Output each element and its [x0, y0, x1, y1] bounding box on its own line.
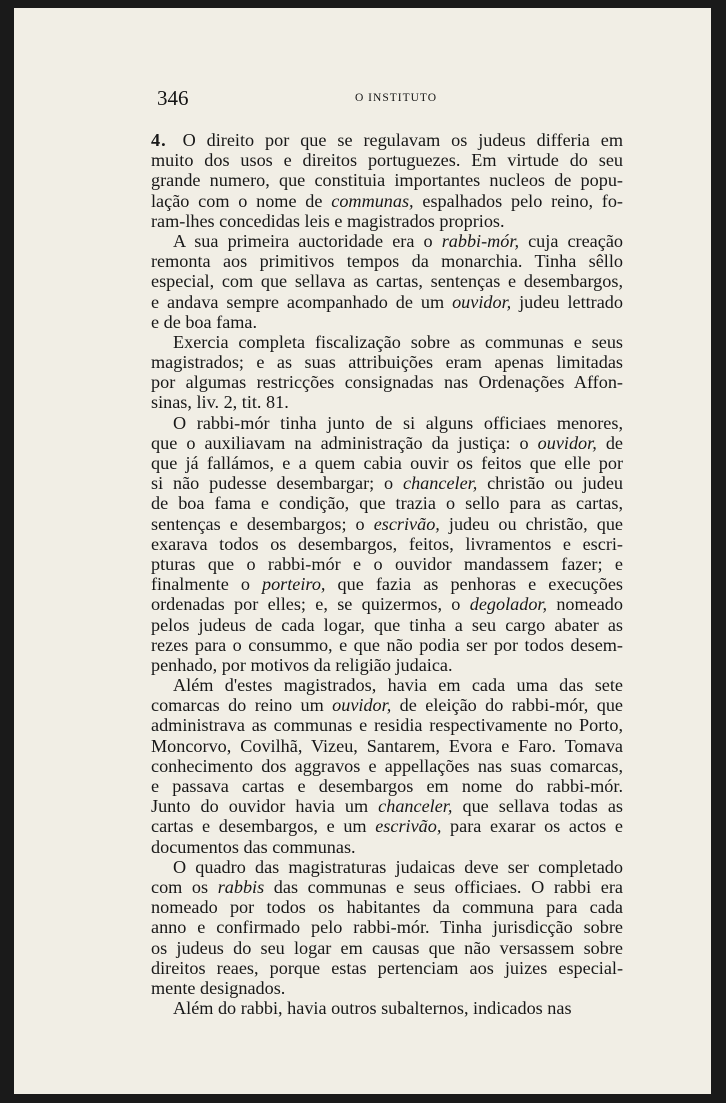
text-line: [151, 655, 623, 675]
text-line: [151, 453, 623, 473]
text-run: judeu ou christão, que: [439, 513, 623, 534]
text-line: [151, 473, 623, 493]
text-run: christão ou judeu: [477, 473, 624, 494]
italic-term: porteiro,: [261, 574, 326, 595]
text-run: anno e confirmado pelo rabbi-mór. Tinha jurisdicção sobre: [151, 917, 623, 938]
text-run: nomeado por todos os habitantes da communa para cada: [151, 897, 623, 918]
text-run: muito dos usos e direitos portuguezes. Em virtude do seu: [151, 150, 623, 171]
text-run: grande numero, que constituia importantes nucleos de popu-: [151, 170, 623, 191]
text-line: [151, 130, 623, 150]
text-run: documentos das communas.: [151, 836, 356, 857]
text-run: de boa fama e condição, que trazia o sello para as cartas,: [151, 493, 623, 514]
text-run: penhado, por motivos da religião judaica.: [151, 654, 453, 675]
text-run: pturas que o rabbi-mór e o ouvidor mandassem fazer; e: [151, 553, 623, 574]
text-line: [151, 574, 623, 594]
text-run: sinas, liv. 2, tit. 81.: [151, 392, 289, 413]
text-run: O quadro das magistraturas judaicas deve ser completado: [173, 856, 623, 877]
text-run: finalmente o: [151, 574, 262, 595]
text-run: remonta aos primitivos tempos da monarchia. Tinha sêllo: [151, 251, 623, 272]
text-line: [151, 816, 623, 836]
italic-term: ouvidor,: [452, 291, 512, 312]
text-line: [151, 857, 623, 877]
text-line: [151, 433, 623, 453]
text-line: [151, 191, 623, 211]
italic-term: chanceler,: [403, 473, 478, 494]
text-run: e passava cartas e desembargos em nome do rabbi-mór.: [151, 776, 623, 796]
text-line: [151, 837, 623, 857]
text-line: [151, 675, 623, 695]
italic-term: ouvidor,: [332, 695, 392, 716]
text-run: que fazia as penhoras e execuções: [325, 574, 623, 595]
text-run: com os: [151, 876, 218, 897]
text-line: [151, 292, 623, 312]
italic-term: escrivão,: [373, 513, 440, 534]
italic-term: ouvidor,: [537, 432, 597, 453]
text-run: para exarar os actos e: [441, 816, 623, 837]
text-run: mente designados.: [151, 977, 286, 998]
italic-term: escrivão,: [375, 816, 442, 837]
text-line: [151, 938, 623, 958]
text-line: [151, 493, 623, 513]
text-run: administrava as communas e residia respectivamente no Porto,: [151, 715, 623, 736]
text-run: ram-lhes concedidas leis e magistrados proprios.: [151, 210, 505, 231]
text-run: Moncorvo, Covilhã, Vizeu, Santarem, Evora e Faro. Tomava: [151, 735, 623, 756]
text-run: Além d'estes magistrados, havia em cada uma das sete: [173, 675, 623, 696]
text-line: [151, 534, 623, 554]
text-run: que o auxiliavam na administração da justiça: o: [151, 432, 538, 453]
text-line: [151, 514, 623, 534]
text-line: [151, 615, 623, 635]
text-line: [151, 796, 623, 816]
text-line: [151, 877, 623, 897]
section-number: 4.: [151, 130, 167, 150]
text-run: A sua primeira auctoridade era o: [173, 230, 442, 251]
page-number: 346: [157, 86, 189, 110]
text-run: que já fallámos, e a quem cabia ouvir os feitos que elle por: [151, 453, 623, 473]
text-run: ordenadas por elles; e, se quizermos, o: [151, 594, 470, 615]
text-run: Junto do ouvidor havia um: [151, 796, 379, 817]
text-line: [151, 695, 623, 715]
text-line: [151, 211, 623, 231]
text-run: por algumas restricções consignadas nas Ordenações Affon-: [151, 372, 623, 393]
text-run: os judeus do seu logar em causas que não versassem sobre: [151, 937, 623, 958]
italic-term: communas,: [331, 190, 414, 211]
text-run: de: [596, 432, 623, 453]
text-run: conhecimento dos aggravos e appellações nas suas comarcas,: [151, 755, 623, 776]
text-run: cuja creação: [519, 230, 623, 251]
text-run: que sellava todas as: [452, 796, 623, 817]
text-run: espalhados pelo reino, fo-: [413, 190, 623, 211]
text-run: sentenças e desembargos; o: [151, 513, 374, 534]
text-line: [151, 715, 623, 735]
text-run: magistrados; e as suas attribuições eram apenas limitadas: [151, 352, 623, 373]
text-line: [151, 372, 623, 392]
italic-term: rabbis: [217, 876, 265, 897]
text-line: [151, 392, 623, 412]
text-line: [151, 231, 623, 251]
text-run: rezes para o consummo, e que não podia ser por todos desem-: [151, 634, 623, 655]
text-line: [151, 998, 623, 1018]
text-run: Exercia completa fiscalização sobre as communas e seus: [173, 331, 623, 352]
text-run: O direito por que se regulavam os judeus differia em: [171, 130, 623, 150]
page-header: [157, 86, 627, 116]
text-run: si não pudesse desembargar; o: [151, 473, 404, 494]
text-run: comarcas do reino um: [151, 695, 333, 716]
text-run: judeu lettrado: [511, 291, 623, 312]
text-line: [151, 594, 623, 614]
text-line: [151, 897, 623, 917]
text-line: [151, 413, 623, 433]
text-run: e andava sempre acompanhado de um: [151, 291, 453, 312]
text-line: [151, 554, 623, 574]
text-run: lação com o nome de: [151, 190, 332, 211]
text-line: [151, 776, 623, 796]
text-run: direitos reaes, porque estas pertenciam aos juizes especial-: [151, 957, 623, 978]
text-run: cartas e desembargos, e um: [151, 816, 376, 837]
text-line: [151, 917, 623, 937]
text-line: [151, 170, 623, 190]
text-line: [151, 312, 623, 332]
text-run: de eleição do rabbi-mór, que: [391, 695, 623, 716]
text-run: especial, com que sellava as cartas, sentenças e desembargos,: [151, 271, 623, 292]
text-line: [151, 958, 623, 978]
text-line: [151, 150, 623, 170]
text-run: exarava todos os desembargos, feitos, livramentos e escri-: [151, 533, 623, 554]
italic-term: degolador,: [469, 594, 548, 615]
text-line: [151, 251, 623, 271]
running-head: O INSTITUTO: [355, 92, 438, 104]
body-text: [151, 130, 623, 1018]
text-run: Além do rabbi, havia outros subalternos, indicados nas: [173, 998, 572, 1019]
italic-term: rabbi-mór,: [441, 230, 519, 251]
text-run: nomeado: [547, 594, 623, 615]
text-line: [151, 736, 623, 756]
text-line: [151, 332, 623, 352]
text-run: O rabbi-mór tinha junto de si alguns officiaes menores,: [173, 412, 623, 433]
text-line: [151, 756, 623, 776]
text-line: [151, 635, 623, 655]
text-run: das communas e seus officiaes. O rabbi era: [264, 876, 623, 897]
text-line: [151, 978, 623, 998]
italic-term: chanceler,: [378, 796, 453, 817]
text-run: pelos judeus de cada logar, que tinha a seu cargo abater as: [151, 614, 623, 635]
text-run: e de boa fama.: [151, 311, 258, 332]
text-line: [151, 271, 623, 291]
text-line: [151, 352, 623, 372]
